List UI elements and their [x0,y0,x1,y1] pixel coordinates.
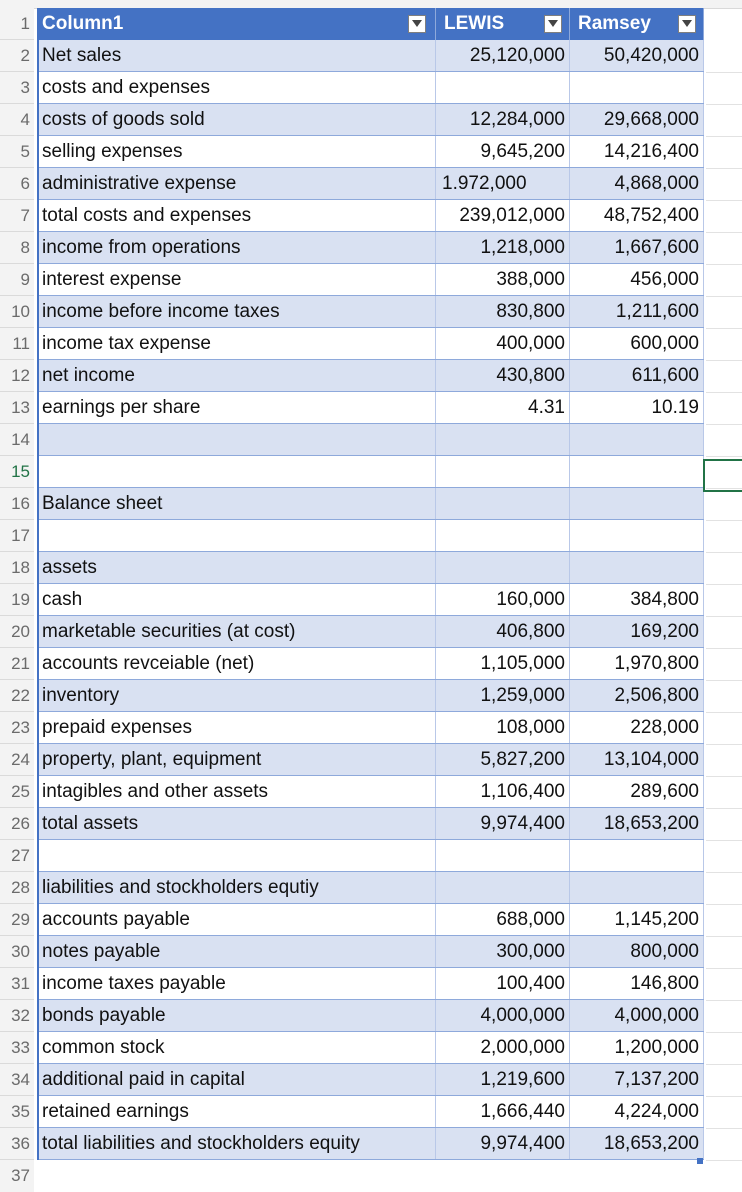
cell-ramsey[interactable]: 1,211,600 [570,296,704,328]
cell-label[interactable]: inventory [38,680,436,712]
row-number[interactable]: 25 [0,776,34,808]
cell-lewis[interactable]: 300,000 [436,936,570,968]
table-row [0,1160,742,1192]
active-cell-selection[interactable] [703,459,742,492]
cell-label[interactable]: income from operations [38,232,436,264]
row-number[interactable]: 26 [0,808,34,840]
empty-cell[interactable] [706,616,742,649]
row-number[interactable]: 3 [0,72,34,104]
cell-ramsey[interactable]: 800,000 [570,936,704,968]
empty-cell[interactable] [706,40,742,73]
cell-label[interactable]: prepaid expenses [38,712,436,744]
cell-ramsey[interactable]: 7,137,200 [570,1064,704,1096]
row-number[interactable]: 7 [0,200,34,232]
cell-label[interactable]: property, plant, equipment [38,744,436,776]
cell-ramsey[interactable]: 14,216,400 [570,136,704,168]
cell-lewis[interactable]: 430,800 [436,360,570,392]
cell-ramsey[interactable]: 289,600 [570,776,704,808]
cell-label[interactable]: additional paid in capital [38,1064,436,1096]
row-number[interactable]: 1 [0,8,34,40]
empty-cell[interactable] [706,552,742,585]
cell-label[interactable]: bonds payable [38,1000,436,1032]
empty-cell[interactable] [706,872,742,905]
cell-lewis[interactable]: 9,974,400 [436,808,570,840]
cell-label[interactable]: income before income taxes [38,296,436,328]
cell-label[interactable]: earnings per share [38,392,436,424]
row-number[interactable]: 20 [0,616,34,648]
table-border [37,8,707,1160]
empty-cell[interactable] [706,232,742,265]
cell-ramsey[interactable]: 18,653,200 [570,1128,704,1160]
cell-ramsey[interactable]: 50,420,000 [570,40,704,72]
cell-label[interactable]: total costs and expenses [38,200,436,232]
row-number[interactable]: 4 [0,104,34,136]
cell-ramsey[interactable]: 146,800 [570,968,704,1000]
row-number[interactable]: 16 [0,488,34,520]
cell-ramsey[interactable]: 18,653,200 [570,808,704,840]
row-number[interactable]: 2 [0,40,34,72]
cell-label[interactable]: Net sales [38,40,436,72]
cell-ramsey[interactable]: 600,000 [570,328,704,360]
cell-label[interactable]: intagibles and other assets [38,776,436,808]
cell-label[interactable]: common stock [38,1032,436,1064]
cell-label[interactable]: cash [38,584,436,616]
row-number[interactable]: 30 [0,936,34,968]
cell-ramsey[interactable]: 4,868,000 [570,168,704,200]
cell-ramsey[interactable]: 4,224,000 [570,1096,704,1128]
cell-lewis[interactable]: 1,106,400 [436,776,570,808]
row-number[interactable]: 29 [0,904,34,936]
cell-lewis[interactable]: 1,218,000 [436,232,570,264]
empty-cell[interactable] [706,264,742,297]
cell-ramsey[interactable]: 4,000,000 [570,1000,704,1032]
empty-cell[interactable] [706,648,742,681]
cell-label[interactable]: accounts payable [38,904,436,936]
empty-cell[interactable] [706,1000,742,1033]
empty-cell[interactable] [706,72,742,105]
row-number[interactable]: 13 [0,392,34,424]
row-number[interactable]: 31 [0,968,34,1000]
row-number[interactable]: 37 [0,1160,34,1192]
cell-lewis[interactable]: 9,645,200 [436,136,570,168]
empty-cell[interactable] [706,392,742,425]
empty-cell[interactable] [706,136,742,169]
cell-ramsey[interactable]: 169,200 [570,616,704,648]
cell-ramsey[interactable]: 13,104,000 [570,744,704,776]
empty-cell[interactable] [706,680,742,713]
cell-label[interactable]: Balance sheet [38,488,436,520]
row-number[interactable]: 5 [0,136,34,168]
empty-cell[interactable] [706,520,742,553]
empty-cell[interactable] [706,424,742,457]
cell-lewis[interactable]: 25,120,000 [436,40,570,72]
empty-cell[interactable] [706,744,742,777]
cell-lewis[interactable]: 108,000 [436,712,570,744]
cell-lewis[interactable]: 830,800 [436,296,570,328]
cell-lewis[interactable]: 400,000 [436,328,570,360]
empty-cell[interactable] [706,296,742,329]
cell-lewis[interactable]: 4,000,000 [436,1000,570,1032]
row-number[interactable]: 12 [0,360,34,392]
cell-label[interactable]: interest expense [38,264,436,296]
cell-ramsey[interactable]: 1,145,200 [570,904,704,936]
cell-ramsey[interactable]: 456,000 [570,264,704,296]
cell-ramsey[interactable]: 2,506,800 [570,680,704,712]
row-number[interactable]: 28 [0,872,34,904]
empty-cell[interactable] [706,968,742,1001]
cell-ramsey[interactable]: 611,600 [570,360,704,392]
cell-label[interactable]: liabilities and stockholders equtiy [38,872,436,904]
header-lewis-label: LEWIS [444,13,505,34]
cell-label[interactable]: administrative expense [38,168,436,200]
cell-ramsey[interactable]: 1,970,800 [570,648,704,680]
empty-cell[interactable] [706,776,742,809]
row-number[interactable]: 17 [0,520,34,552]
cell-ramsey[interactable]: 1,200,000 [570,1032,704,1064]
row-number[interactable]: 6 [0,168,34,200]
cell-ramsey[interactable]: 29,668,000 [570,104,704,136]
cell-lewis[interactable]: 406,800 [436,616,570,648]
cell-lewis[interactable]: 9,974,400 [436,1128,570,1160]
cell-lewis[interactable]: 12,284,000 [436,104,570,136]
row-number[interactable]: 35 [0,1096,34,1128]
empty-cell[interactable] [706,904,742,937]
cell-label[interactable]: notes payable [38,936,436,968]
cell-lewis[interactable]: 5,827,200 [436,744,570,776]
row-number[interactable]: 33 [0,1032,34,1064]
empty-cell[interactable] [706,840,742,873]
row-number[interactable]: 27 [0,840,34,872]
row-number[interactable]: 21 [0,648,34,680]
empty-cell[interactable] [706,1096,742,1129]
row-number[interactable]: 18 [0,552,34,584]
empty-cell[interactable] [706,488,742,521]
cell-label[interactable]: costs and expenses [38,72,436,104]
cell-lewis[interactable]: 160,000 [436,584,570,616]
cell-lewis[interactable]: 100,400 [436,968,570,1000]
cell-lewis[interactable]: 2,000,000 [436,1032,570,1064]
cell-label[interactable]: assets [38,552,436,584]
empty-cell[interactable] [706,808,742,841]
empty-cell[interactable] [706,1128,742,1161]
row-number[interactable]: 32 [0,1000,34,1032]
row-number[interactable]: 24 [0,744,34,776]
row-number[interactable]: 11 [0,328,34,360]
empty-cell[interactable] [706,712,742,745]
cell-ramsey[interactable]: 48,752,400 [570,200,704,232]
cell-label[interactable]: total liabilities and stockholders equity [38,1128,436,1160]
empty-cell[interactable] [706,936,742,969]
empty-cell[interactable] [706,1064,742,1097]
cell-label[interactable]: income tax expense [38,328,436,360]
row-number[interactable]: 14 [0,424,34,456]
empty-cell[interactable] [706,200,742,233]
header-column1-label: Column1 [42,13,124,34]
row-number[interactable]: 23 [0,712,34,744]
cell-label[interactable]: net income [38,360,436,392]
cell-lewis[interactable]: 1,259,000 [436,680,570,712]
empty-cell[interactable] [706,1032,742,1065]
cell-lewis[interactable]: 1,219,600 [436,1064,570,1096]
cell-ramsey[interactable]: 10.19 [570,392,704,424]
cell-lewis[interactable]: 1,105,000 [436,648,570,680]
row-number[interactable]: 19 [0,584,34,616]
row-number[interactable]: 36 [0,1128,34,1160]
cell-label[interactable]: retained earnings [38,1096,436,1128]
empty-cell[interactable] [706,328,742,361]
empty-cell[interactable] [706,584,742,617]
cell-label[interactable]: selling expenses [38,136,436,168]
cell-label[interactable]: total assets [38,808,436,840]
cell-lewis[interactable]: 239,012,000 [436,200,570,232]
header-ramsey-label: Ramsey [578,13,651,34]
cell-lewis[interactable]: 388,000 [436,264,570,296]
cell-ramsey[interactable]: 384,800 [570,584,704,616]
cell-ramsey[interactable]: 228,000 [570,712,704,744]
cell-label[interactable]: income taxes payable [38,968,436,1000]
cell-lewis[interactable]: 1.972,000 [436,168,570,200]
cell-label[interactable]: marketable securities (at cost) [38,616,436,648]
row-number[interactable]: 22 [0,680,34,712]
empty-cell[interactable] [706,168,742,201]
cell-lewis[interactable]: 4.31 [436,392,570,424]
cell-ramsey[interactable]: 1,667,600 [570,232,704,264]
cell-lewis[interactable]: 688,000 [436,904,570,936]
row-number[interactable]: 34 [0,1064,34,1096]
row-number[interactable]: 8 [0,232,34,264]
cell-lewis[interactable]: 1,666,440 [436,1096,570,1128]
row-number[interactable]: 9 [0,264,34,296]
cell-label[interactable]: costs of goods sold [38,104,436,136]
row-number[interactable]: 10 [0,296,34,328]
row-number[interactable]: 15 [0,456,34,488]
empty-cell[interactable] [706,104,742,137]
cell-label[interactable]: accounts revceiable (net) [38,648,436,680]
empty-cell[interactable] [706,360,742,393]
